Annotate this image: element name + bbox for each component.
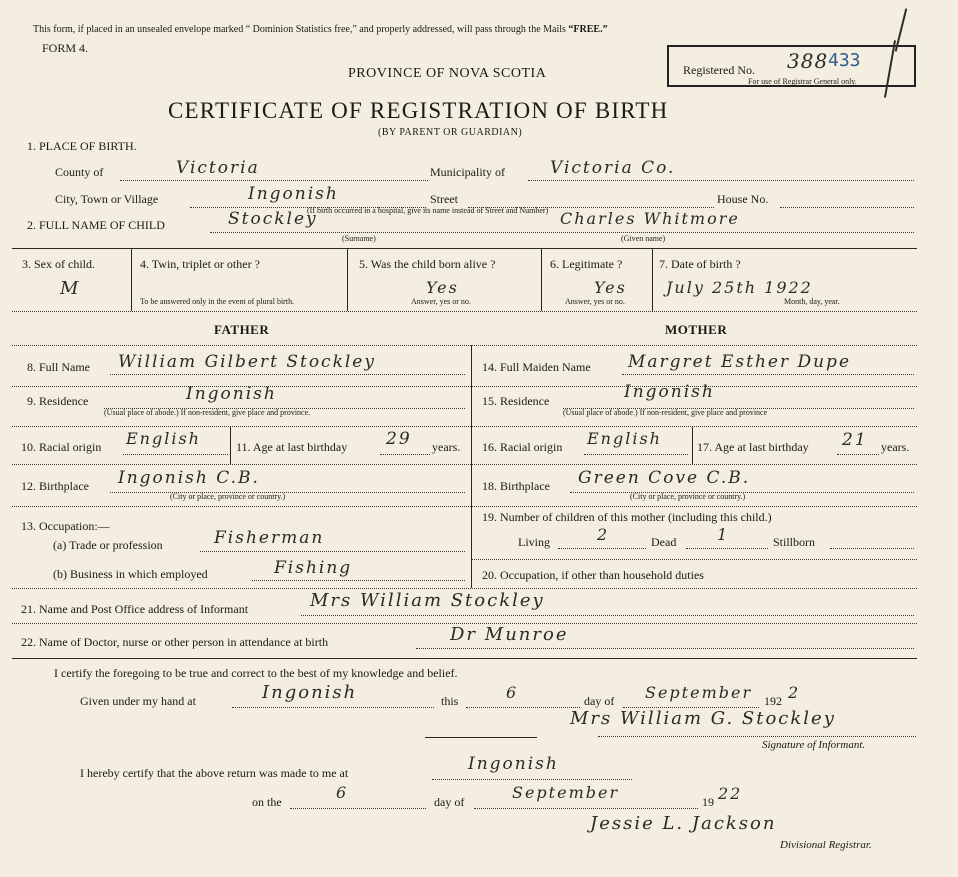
father-residence-label: 9. Residence — [27, 394, 89, 408]
this-label: this — [441, 694, 459, 708]
registrar-day-line — [290, 808, 426, 809]
date-of-birth-value: July 25th 1922 — [666, 278, 813, 297]
house-number-label: House No. — [717, 192, 769, 206]
registered-stamp: 433 — [828, 50, 861, 71]
mother-heading: MOTHER — [665, 322, 728, 337]
business-line — [252, 580, 465, 581]
rule — [12, 464, 917, 465]
father-racial-value: English — [126, 429, 201, 448]
father-birthplace-caption: (City or place, province or country.) — [170, 492, 286, 501]
father-racial-label: 10. Racial origin — [21, 440, 102, 454]
doctor-value: Dr Munroe — [450, 624, 569, 645]
divider — [347, 249, 348, 311]
divider — [692, 427, 693, 464]
alive-caption: Answer, yes or no. — [411, 297, 471, 306]
mother-racial-value: English — [587, 429, 662, 448]
registrar-day-of-label: day of — [434, 795, 465, 809]
column-divider — [471, 345, 472, 588]
child-surname-value: Stockley — [228, 209, 318, 229]
child-name-label: 2. FULL NAME OF CHILD — [27, 218, 165, 232]
county-line — [120, 180, 428, 181]
rule — [12, 588, 917, 589]
day-of-label: day of — [584, 694, 615, 708]
registrar-signature-label: Divisional Registrar. — [780, 839, 872, 851]
date-of-birth-caption: Month, day, year. — [784, 297, 840, 306]
alive-value: Yes — [426, 278, 459, 297]
registrar-year-printed: 19 — [702, 795, 714, 809]
house-number-line — [780, 207, 914, 208]
father-age-line — [380, 454, 430, 455]
registrar-place-line — [432, 779, 632, 780]
legitimate-value: Yes — [594, 278, 627, 297]
hospital-note: (If birth occurred in a hospital, give its name instead of Street and Number) — [307, 206, 549, 215]
mother-years-label: years. — [881, 440, 910, 454]
mother-name-label: 14. Full Maiden Name — [482, 360, 591, 374]
father-name-line — [110, 374, 465, 375]
legitimate-caption: Answer, yes or no. — [565, 297, 625, 306]
divider — [230, 427, 231, 464]
mother-birthplace-caption: (City or place, province or country.) — [630, 492, 746, 501]
trade-label: (a) Trade or profession — [53, 538, 163, 552]
children-count-label: 19. Number of children of this mother (including this child.) — [482, 510, 772, 524]
twin-label: 4. Twin, triplet or other ? — [140, 257, 260, 271]
municipality-line — [528, 180, 914, 181]
signature-line — [425, 737, 537, 738]
mother-birthplace-value: Green Cove C.B. — [578, 468, 751, 488]
occupation-label: 13. Occupation:— — [21, 519, 110, 533]
registrar-month-line — [474, 808, 698, 809]
business-value: Fishing — [274, 558, 353, 578]
year-printed: 192 — [764, 694, 782, 708]
trade-line — [200, 551, 465, 552]
mother-birthplace-label: 18. Birthplace — [482, 479, 550, 493]
mother-residence-label: 15. Residence — [482, 394, 550, 408]
dead-label: Dead — [651, 535, 677, 549]
rule — [12, 426, 917, 427]
informant-line — [301, 615, 914, 616]
registered-label: Registered No. — [683, 63, 755, 77]
day-value: 6 — [506, 683, 519, 702]
sex-value: M — [60, 278, 81, 299]
divider — [652, 249, 653, 311]
registrar-use-note: For use of Registrar General only. — [748, 77, 857, 86]
dead-line — [686, 548, 768, 549]
county-value: Victoria — [176, 158, 260, 178]
father-name-value: William Gilbert Stockley — [118, 352, 376, 372]
mother-age-label: 17. Age at last birthday — [697, 440, 809, 454]
father-birthplace-label: 12. Birthplace — [21, 479, 89, 493]
informant-signature-line — [598, 736, 916, 737]
mail-notice-text: This form, if placed in an unsealed envelope marked “ Dominion Statistics free,” and properly addressed, will pass through the Mails — [33, 24, 566, 35]
year-handwritten: 2 — [788, 683, 801, 702]
child-given-value: Charles Whitmore — [560, 209, 740, 228]
mother-residence-caption: (Usual place of abode.) If non-resident, give place and province — [563, 408, 768, 417]
father-name-label: 8. Full Name — [27, 360, 90, 374]
certificate-subtitle: (BY PARENT OR GUARDIAN) — [378, 127, 523, 138]
registered-handwritten: 388 — [787, 49, 829, 73]
informant-value: Mrs William Stockley — [310, 590, 545, 611]
registrar-day-value: 6 — [336, 783, 349, 802]
stillborn-line — [830, 548, 914, 549]
living-value: 2 — [597, 525, 610, 544]
living-label: Living — [518, 535, 550, 549]
place-of-birth-label: 1. PLACE OF BIRTH. — [27, 139, 137, 153]
child-given-caption: (Given name) — [621, 234, 666, 243]
given-place-line — [232, 707, 434, 708]
living-line — [558, 548, 646, 549]
certificate-title: CERTIFICATE OF REGISTRATION OF BIRTH — [168, 98, 669, 123]
dead-value: 1 — [717, 525, 730, 544]
date-of-birth-label: 7. Date of birth ? — [659, 257, 741, 271]
mother-racial-label: 16. Racial origin — [482, 440, 563, 454]
stillborn-label: Stillborn — [773, 535, 816, 549]
rule — [472, 559, 917, 560]
mother-age-value: 21 — [842, 430, 868, 450]
informant-signature-label: Signature of Informant. — [762, 739, 866, 751]
registrar-place-value: Ingonish — [468, 754, 559, 774]
father-racial-line — [123, 454, 228, 455]
city-label: City, Town or Village — [55, 192, 159, 206]
form-number: FORM 4. — [42, 41, 89, 55]
father-years-label: years. — [432, 440, 461, 454]
doctor-line — [416, 648, 914, 649]
divider — [541, 249, 542, 311]
rule — [12, 506, 917, 507]
registrar-month-value: September — [512, 783, 620, 802]
on-the-label: on the — [252, 795, 282, 809]
day-line — [466, 707, 580, 708]
twin-note: To be answered only in the event of plural birth. — [140, 297, 295, 306]
mother-name-value: Margret Esther Dupe — [628, 352, 851, 372]
municipality-value: Victoria Co. — [550, 158, 676, 178]
father-residence-value: Ingonish — [186, 384, 277, 404]
informant-label: 21. Name and Post Office address of Informant — [21, 602, 249, 616]
child-surname-caption: (Surname) — [342, 234, 376, 243]
mother-age-line — [837, 454, 879, 455]
father-age-value: 29 — [386, 429, 412, 449]
registrar-signature: Jessie L. Jackson — [590, 813, 777, 834]
certify-statement: I certify the foregoing to be true and correct to the best of my knowledge and belief. — [54, 666, 458, 680]
alive-label: 5. Was the child born alive ? — [359, 257, 496, 271]
legitimate-label: 6. Legitimate ? — [550, 257, 623, 271]
doctor-label: 22. Name of Doctor, nurse or other person in attendance at birth — [21, 635, 329, 649]
father-heading: FATHER — [214, 322, 270, 337]
rule — [12, 345, 917, 346]
rule — [12, 386, 917, 387]
father-birthplace-value: Ingonish C.B. — [118, 468, 260, 488]
mail-notice-free: “FREE.” — [568, 24, 608, 35]
registrar-statement: I hereby certify that the above return was made to me at — [80, 766, 349, 780]
informant-signature: Mrs William G. Stockley — [570, 708, 836, 729]
mother-name-line — [622, 374, 914, 375]
business-label: (b) Business in which employed — [53, 567, 208, 581]
divider — [131, 249, 132, 311]
rule — [12, 248, 917, 249]
rule — [12, 311, 917, 312]
father-birthplace-line — [110, 492, 465, 493]
registrar-year-handwritten: 22 — [718, 784, 743, 803]
mother-racial-line — [584, 454, 688, 455]
city-value: Ingonish — [248, 184, 339, 204]
trade-value: Fisherman — [214, 528, 325, 548]
given-under-label: Given under my hand at — [80, 694, 196, 708]
municipality-label: Municipality of — [430, 165, 505, 179]
month-value: September — [645, 683, 753, 702]
father-residence-caption: (Usual place of abode.) If non-resident, give place and province. — [104, 408, 311, 417]
father-age-label: 11. Age at last birthday — [236, 440, 348, 454]
child-name-line — [210, 232, 914, 233]
mother-occupation-label: 20. Occupation, if other than household duties — [482, 568, 704, 582]
mail-notice — [33, 25, 608, 35]
street-label: Street — [430, 192, 458, 206]
rule — [12, 658, 917, 659]
mother-residence-value: Ingonish — [624, 382, 715, 402]
given-place-value: Ingonish — [262, 682, 358, 703]
province-heading: PROVINCE OF NOVA SCOTIA — [348, 66, 547, 81]
county-label: County of — [55, 165, 104, 179]
sex-label: 3. Sex of child. — [22, 257, 95, 271]
